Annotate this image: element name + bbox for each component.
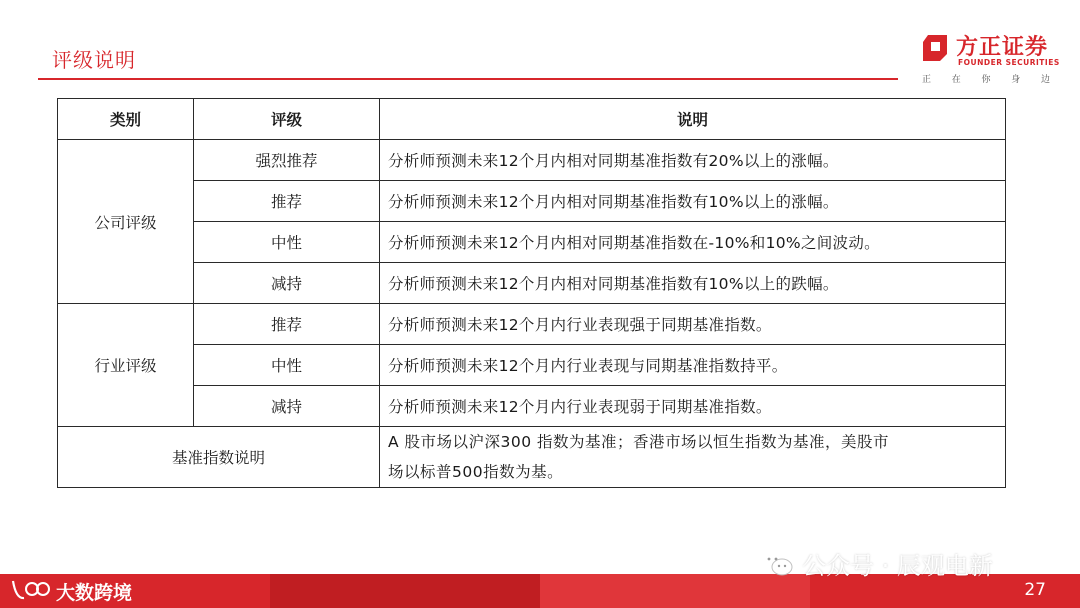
- watermark-text: 公众号 · 辰观电新: [802, 552, 993, 580]
- title-divider: [38, 78, 898, 80]
- benchmark-line-2: 场以标普500指数为基。: [388, 463, 564, 481]
- category-industry: 行业评级: [58, 304, 194, 427]
- table-header-row: [58, 99, 1006, 140]
- logo-english: FOUNDER SECURITIES: [958, 58, 1060, 67]
- description-cell: 分析师预测未来12个月内相对同期基准指数有10%以上的涨幅。: [380, 181, 1006, 222]
- footer-brand: 大数跨境: [56, 582, 133, 604]
- benchmark-description: [380, 427, 1006, 488]
- description-cell: 分析师预测未来12个月内行业表现与同期基准指数持平。: [380, 345, 1006, 386]
- table-row: [58, 263, 1006, 304]
- grade-cell: 减持: [194, 386, 380, 427]
- grade-cell: 减持: [194, 263, 380, 304]
- grade-cell: 推荐: [194, 304, 380, 345]
- slogan-char: 在: [951, 75, 961, 85]
- page-title: 评级说明: [52, 48, 136, 72]
- wechat-icon: [760, 550, 794, 578]
- category-benchmark: 基准指数说明: [58, 427, 380, 488]
- table-row: [58, 427, 1006, 488]
- header-description: 说明: [380, 99, 1006, 140]
- grade-cell: 中性: [194, 222, 380, 263]
- description-cell: 分析师预测未来12个月内相对同期基准指数有10%以上的跌幅。: [380, 263, 1006, 304]
- description-cell: 分析师预测未来12个月内相对同期基准指数有20%以上的涨幅。: [380, 140, 1006, 181]
- table-row: [58, 386, 1006, 427]
- founder-logo: [920, 30, 1060, 86]
- page-number: 27: [1024, 580, 1046, 600]
- table-row: [58, 222, 1006, 263]
- table-row: [58, 181, 1006, 222]
- description-cell: 分析师预测未来12个月内行业表现弱于同期基准指数。: [380, 386, 1006, 427]
- slogan-char: 边: [1040, 75, 1050, 85]
- grade-cell: 推荐: [194, 181, 380, 222]
- watermark: [760, 546, 993, 581]
- category-company: 公司评级: [58, 140, 194, 304]
- slogan-char: 你: [981, 75, 991, 85]
- logo-name: 方正证券: [956, 35, 1049, 60]
- benchmark-line-1: A 股市场以沪深300 指数为基准；香港市场以恒生指数为基准，美股市: [388, 433, 890, 451]
- description-cell: 分析师预测未来12个月内相对同期基准指数在-10%和10%之间波动。: [380, 222, 1006, 263]
- founder-logo-icon: [920, 32, 950, 62]
- footer-segment: [270, 574, 540, 608]
- table-row: [58, 140, 1006, 181]
- logo-slogan: [922, 72, 1050, 85]
- description-cell: 分析师预测未来12个月内行业表现强于同期基准指数。: [380, 304, 1006, 345]
- header-category: 类别: [58, 99, 194, 140]
- brand-logo-icon: [10, 577, 50, 603]
- grade-cell: 中性: [194, 345, 380, 386]
- slogan-char: 正: [922, 75, 932, 85]
- rating-table: [57, 98, 1006, 488]
- header-grade: 评级: [194, 99, 380, 140]
- slogan-char: 身: [1011, 75, 1021, 85]
- grade-cell: 强烈推荐: [194, 140, 380, 181]
- table-row: [58, 304, 1006, 345]
- table-row: [58, 345, 1006, 386]
